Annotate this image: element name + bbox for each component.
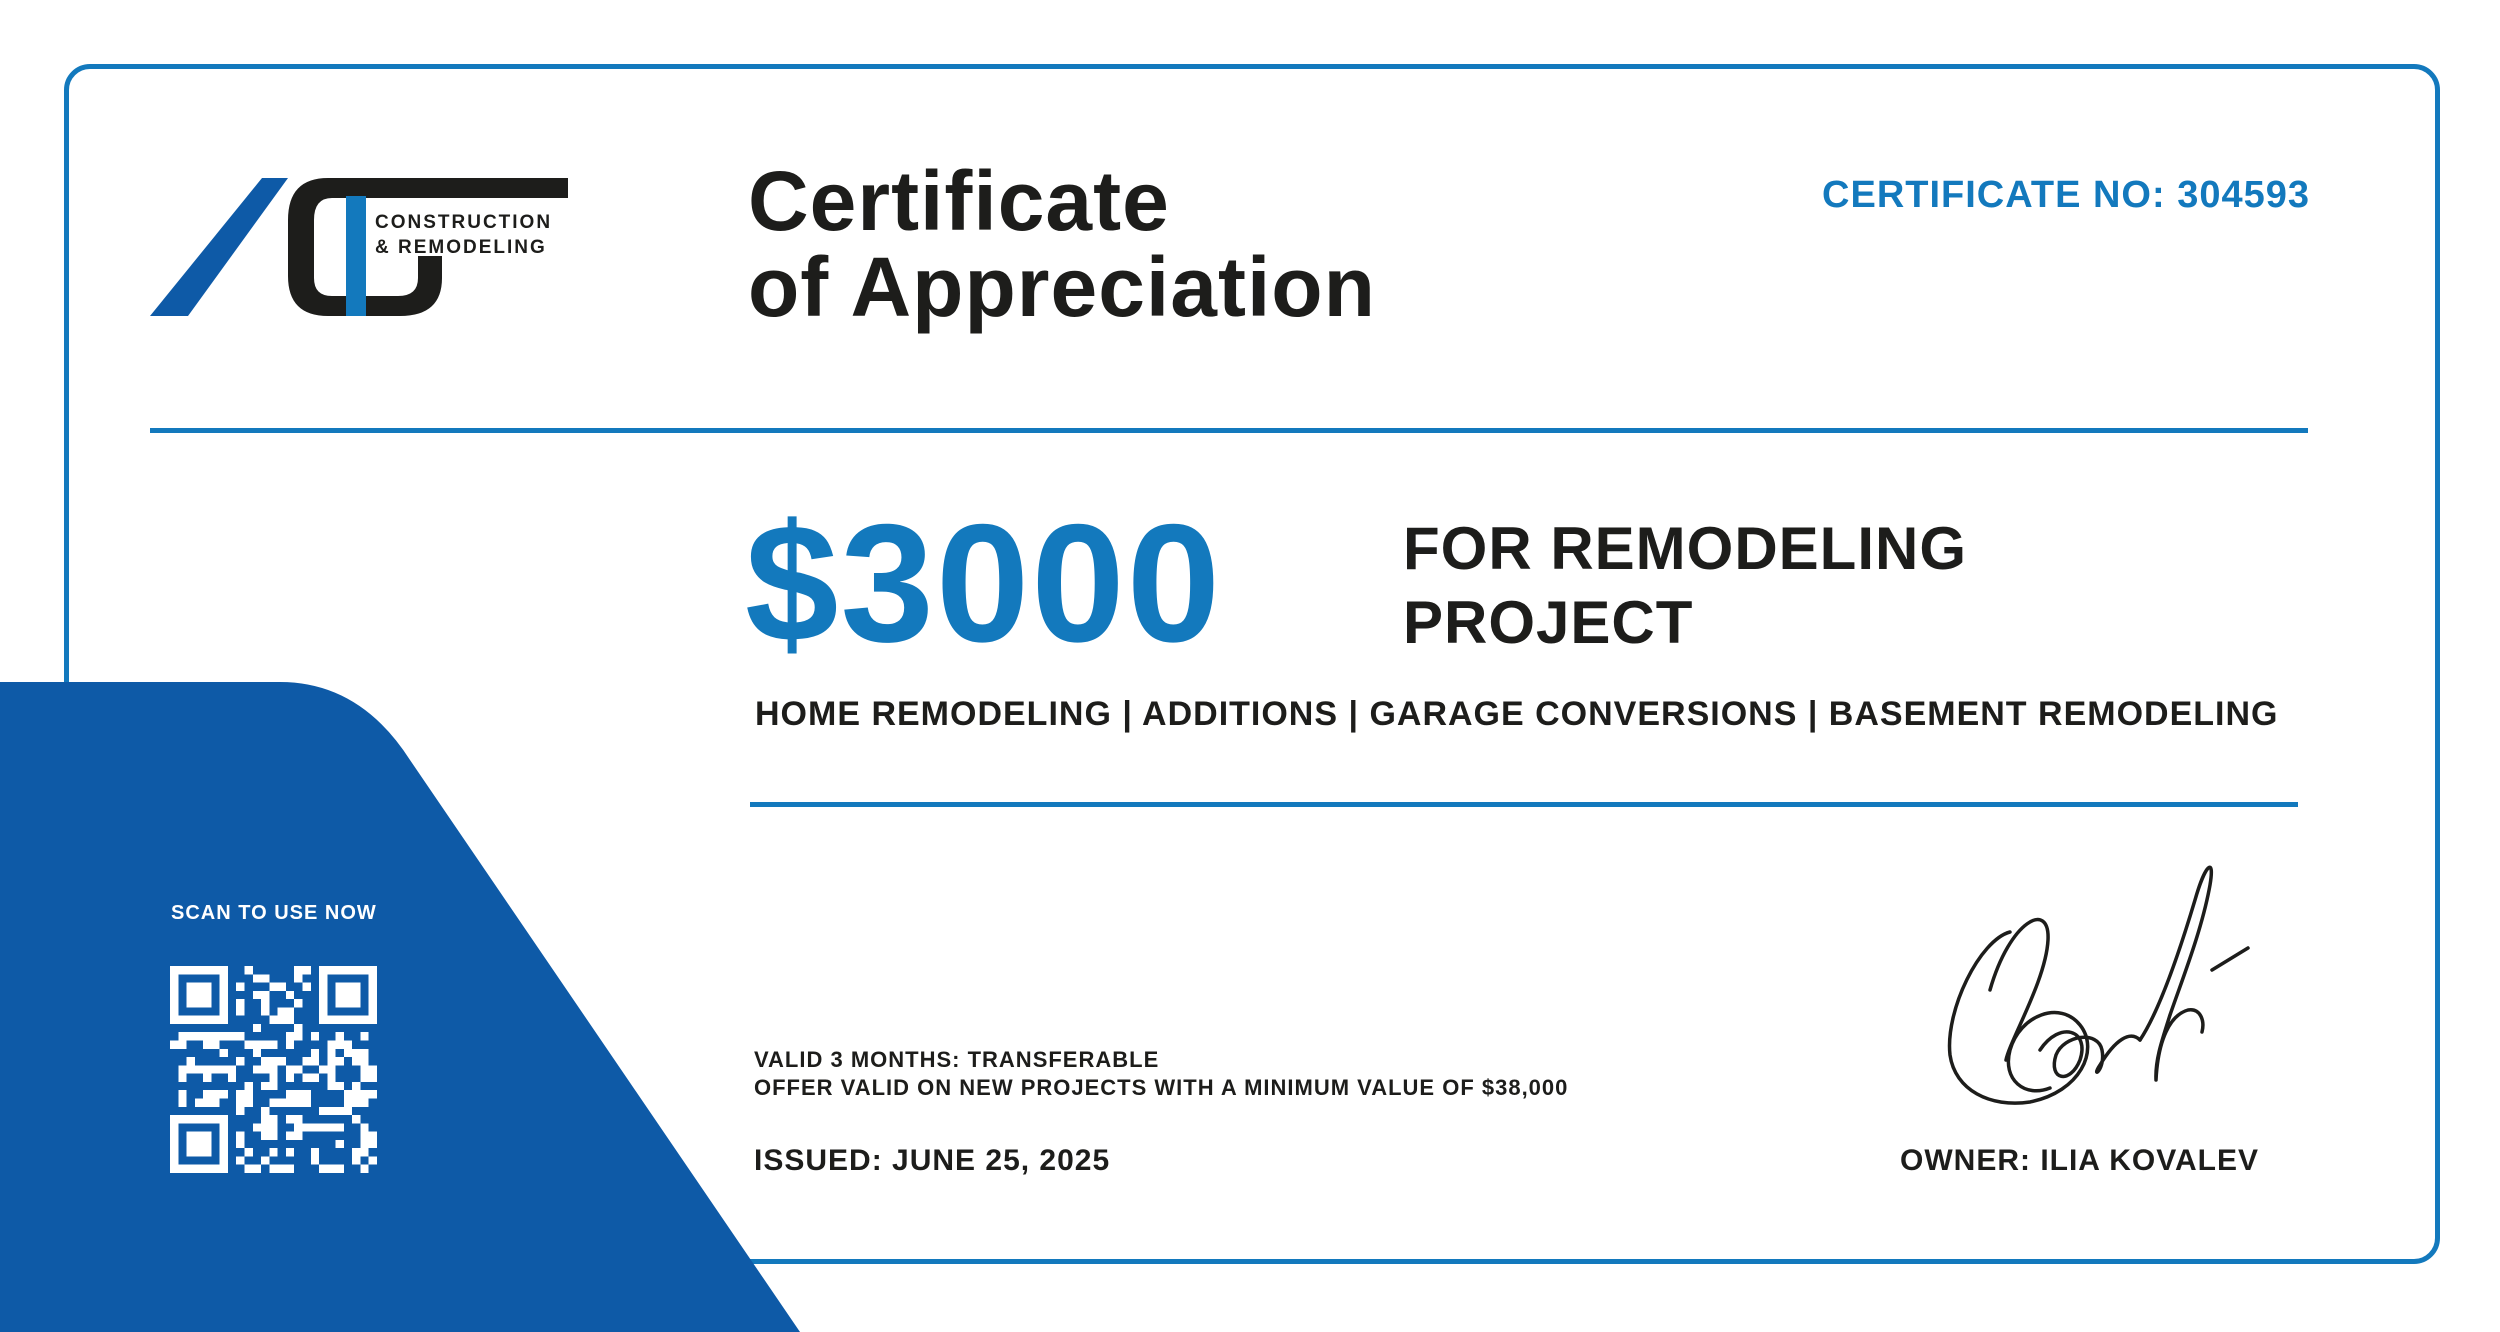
- offer-desc-line-1: FOR REMODELING: [1403, 515, 1967, 582]
- top-divider: [150, 428, 2308, 433]
- signature-icon: [1930, 840, 2260, 1130]
- terms-minimum: OFFER VALID ON NEW PROJECTS WITH A MINIMUM VALUE OF $38,000: [754, 1075, 1569, 1100]
- logo-line-construction: CONSTRUCTION: [375, 212, 553, 233]
- logo-line-remodeling: & REMODELING: [375, 237, 547, 258]
- title-line-1: Certificate: [748, 154, 1170, 248]
- issued-date: ISSUED: JUNE 25, 2025: [754, 1144, 1111, 1177]
- offer-desc-line-2: PROJECT: [1403, 589, 1694, 656]
- title-line-2: of Appreciation: [748, 240, 1376, 334]
- qr-code-icon[interactable]: [170, 966, 377, 1173]
- certificate-number: CERTIFICATE NO: 304593: [1822, 174, 2310, 216]
- scan-label: SCAN TO USE NOW: [171, 902, 377, 924]
- terms-validity: VALID 3 MONTHS: TRANSFERABLE: [754, 1047, 1160, 1072]
- middle-divider: [750, 802, 2298, 807]
- certificate-title: [748, 154, 1376, 334]
- owner-name: OWNER: ILIA KOVALEV: [1900, 1144, 2259, 1177]
- offer-description: [1403, 512, 1967, 660]
- terms: [754, 1046, 1568, 1102]
- logo-text: [375, 210, 552, 260]
- services-list: HOME REMODELING | ADDITIONS | GARAGE CONVERSIONS | BASEMENT REMODELING: [755, 695, 2279, 733]
- offer-amount: $3000: [745, 489, 1223, 677]
